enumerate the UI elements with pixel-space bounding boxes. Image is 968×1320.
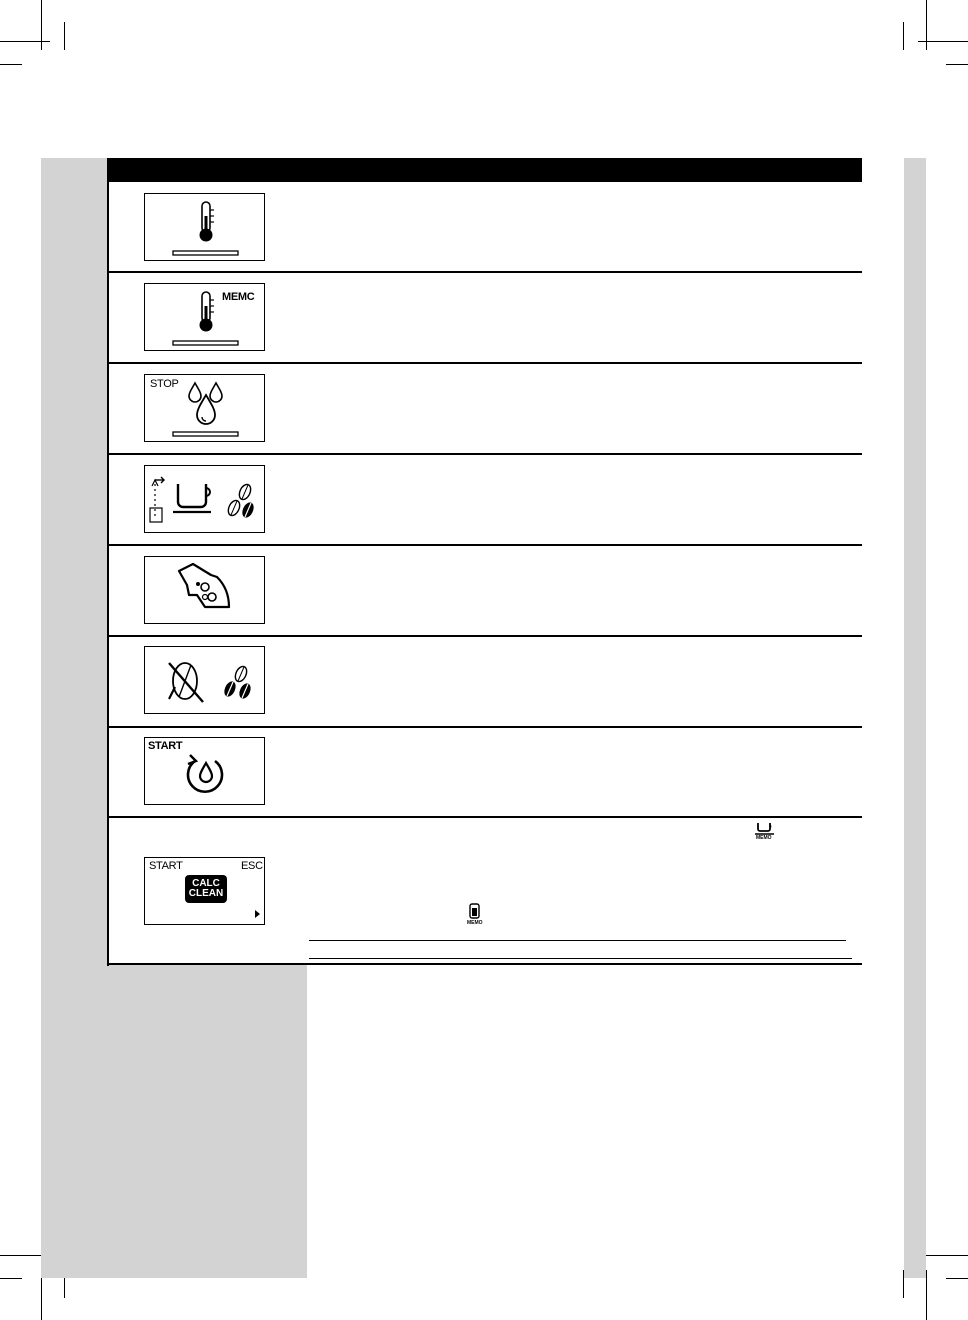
crop-mark [946, 1278, 968, 1279]
display-thermometer-memc [144, 283, 265, 351]
crop-mark [926, 1270, 927, 1320]
right-margin-band [904, 158, 926, 1278]
memo-cup-inline-icon [753, 821, 777, 845]
row-divider [108, 362, 862, 364]
row-divider [108, 816, 862, 818]
row-divider [108, 544, 862, 546]
display-start-rinse [144, 737, 265, 805]
table-header-bar [108, 158, 862, 182]
display-cup-beans [144, 465, 265, 533]
row-divider [108, 635, 862, 637]
left-bottom-band [41, 964, 307, 1278]
row-divider [108, 453, 862, 455]
crop-mark [946, 64, 968, 65]
crop-mark [41, 0, 42, 50]
badge-line-clean: CLEAN [188, 888, 224, 899]
mug-icon [465, 902, 485, 920]
thermometer-icon [145, 194, 266, 262]
memo-mug-inline-icon [465, 902, 485, 928]
badge-line-calc: CALC [192, 878, 220, 889]
crop-mark [0, 64, 22, 65]
brew-group-icon [145, 557, 266, 625]
row-divider [108, 271, 862, 273]
cup-icon [753, 821, 777, 835]
crop-mark [926, 0, 927, 50]
calc-clean-icon [145, 858, 266, 926]
text-underline [309, 940, 846, 941]
rinse-cycle-icon [145, 738, 266, 806]
stop-label: STOP [150, 378, 179, 390]
display-thermometer [144, 193, 265, 261]
table-bottom-border [108, 963, 862, 965]
start-label: START [149, 860, 183, 872]
display-brew-group [144, 556, 265, 624]
crop-mark [0, 41, 50, 42]
display-calc-clean [144, 857, 265, 925]
no-coffee-beans-icon [145, 647, 266, 715]
crop-mark [0, 1278, 22, 1279]
text-underline [309, 958, 852, 959]
crop-mark [64, 22, 65, 50]
memc-label: MEMC [222, 291, 255, 303]
row-divider [108, 726, 862, 728]
crop-mark [903, 22, 904, 50]
memo-label: MEMO [756, 835, 772, 841]
display-stop-drops [144, 374, 265, 442]
water-drops-icon [145, 375, 266, 443]
cup-beans-icon [145, 466, 266, 534]
table-left-border [107, 158, 109, 966]
start-label: START [148, 740, 183, 752]
memo-label: MEMO [467, 920, 483, 926]
display-no-beans [144, 646, 265, 714]
esc-label: ESC [241, 860, 263, 872]
